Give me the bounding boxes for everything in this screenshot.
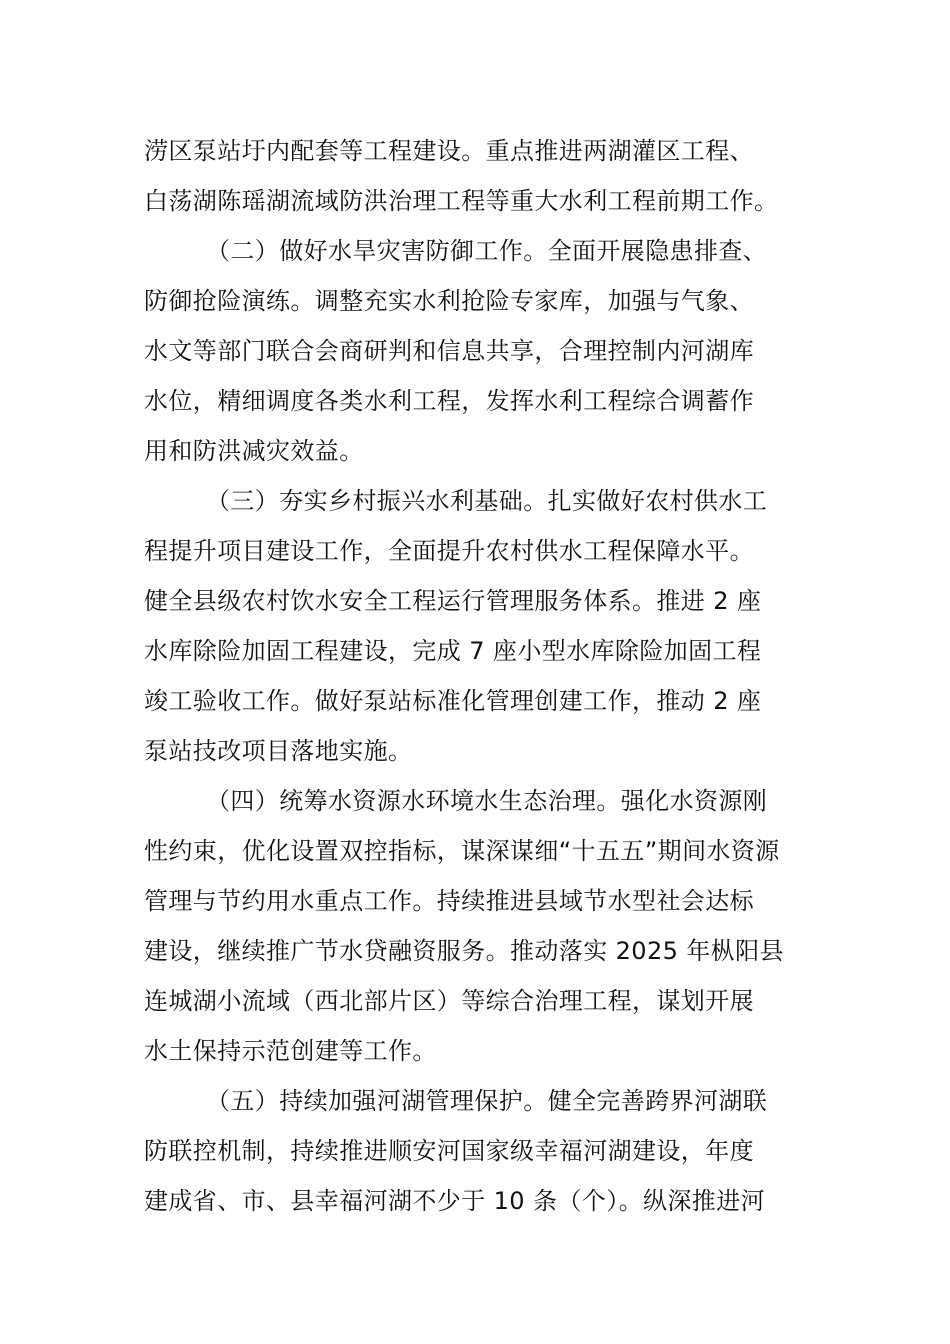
text-line: 泵站技改项目落地实施。 [144,737,413,765]
text-line: 性约束，优化设置双控指标，谋深谋细“十五五”期间水资源 [144,837,780,865]
text-line: 水文等部门联合会商研判和信息共享，合理控制内河湖库 [144,337,754,365]
text-line: 白荡湖陈瑶湖流域防洪治理工程等重大水利工程前期工作。 [144,187,779,215]
text-line: 防联控机制，持续推进顺安河国家级幸福河湖建设，年度 [144,1137,754,1165]
text-line: 建设，继续推广节水贷融资服务。推动落实 2025 年枞阳县 [144,937,784,965]
text-line: 水土保持示范创建等工作。 [144,1037,437,1065]
section-heading-line: （二）做好水旱灾害防御工作。全面开展隐患排查、 [206,237,768,265]
text-line: 程提升项目建设工作，全面提升农村供水工程保障水平。 [144,537,754,565]
body-text [144,126,808,1226]
text-line: 水库除险加固工程建设，完成 7 座小型水库除险加固工程 [144,637,762,665]
text-line: 涝区泵站圩内配套等工程建设。重点推进两湖灌区工程、 [144,137,754,165]
section-heading-line: （三）夯实乡村振兴水利基础。扎实做好农村供水工 [206,487,768,515]
text-line: 建成省、市、县幸福河湖不少于 10 条（个）。纵深推进河 [144,1187,765,1215]
text-line: 竣工验收工作。做好泵站标准化管理创建工作，推动 2 座 [144,687,762,715]
section-heading-line: （四）统筹水资源水环境水生态治理。强化水资源刚 [206,787,768,815]
text-line: 防御抢险演练。调整充实水利抢险专家库，加强与气象、 [144,287,754,315]
text-line: 用和防洪减灾效益。 [144,437,364,465]
text-line: 管理与节约用水重点工作。持续推进县域节水型社会达标 [144,887,754,915]
section-heading-line: （五）持续加强河湖管理保护。健全完善跨界河湖联 [206,1087,768,1115]
text-line: 连城湖小流域（西北部片区）等综合治理工程，谋划开展 [144,987,754,1015]
text-line: 水位，精细调度各类水利工程，发挥水利工程综合调蓄作 [144,387,754,415]
text-line: 健全县级农村饮水安全工程运行管理服务体系。推进 2 座 [144,587,762,615]
